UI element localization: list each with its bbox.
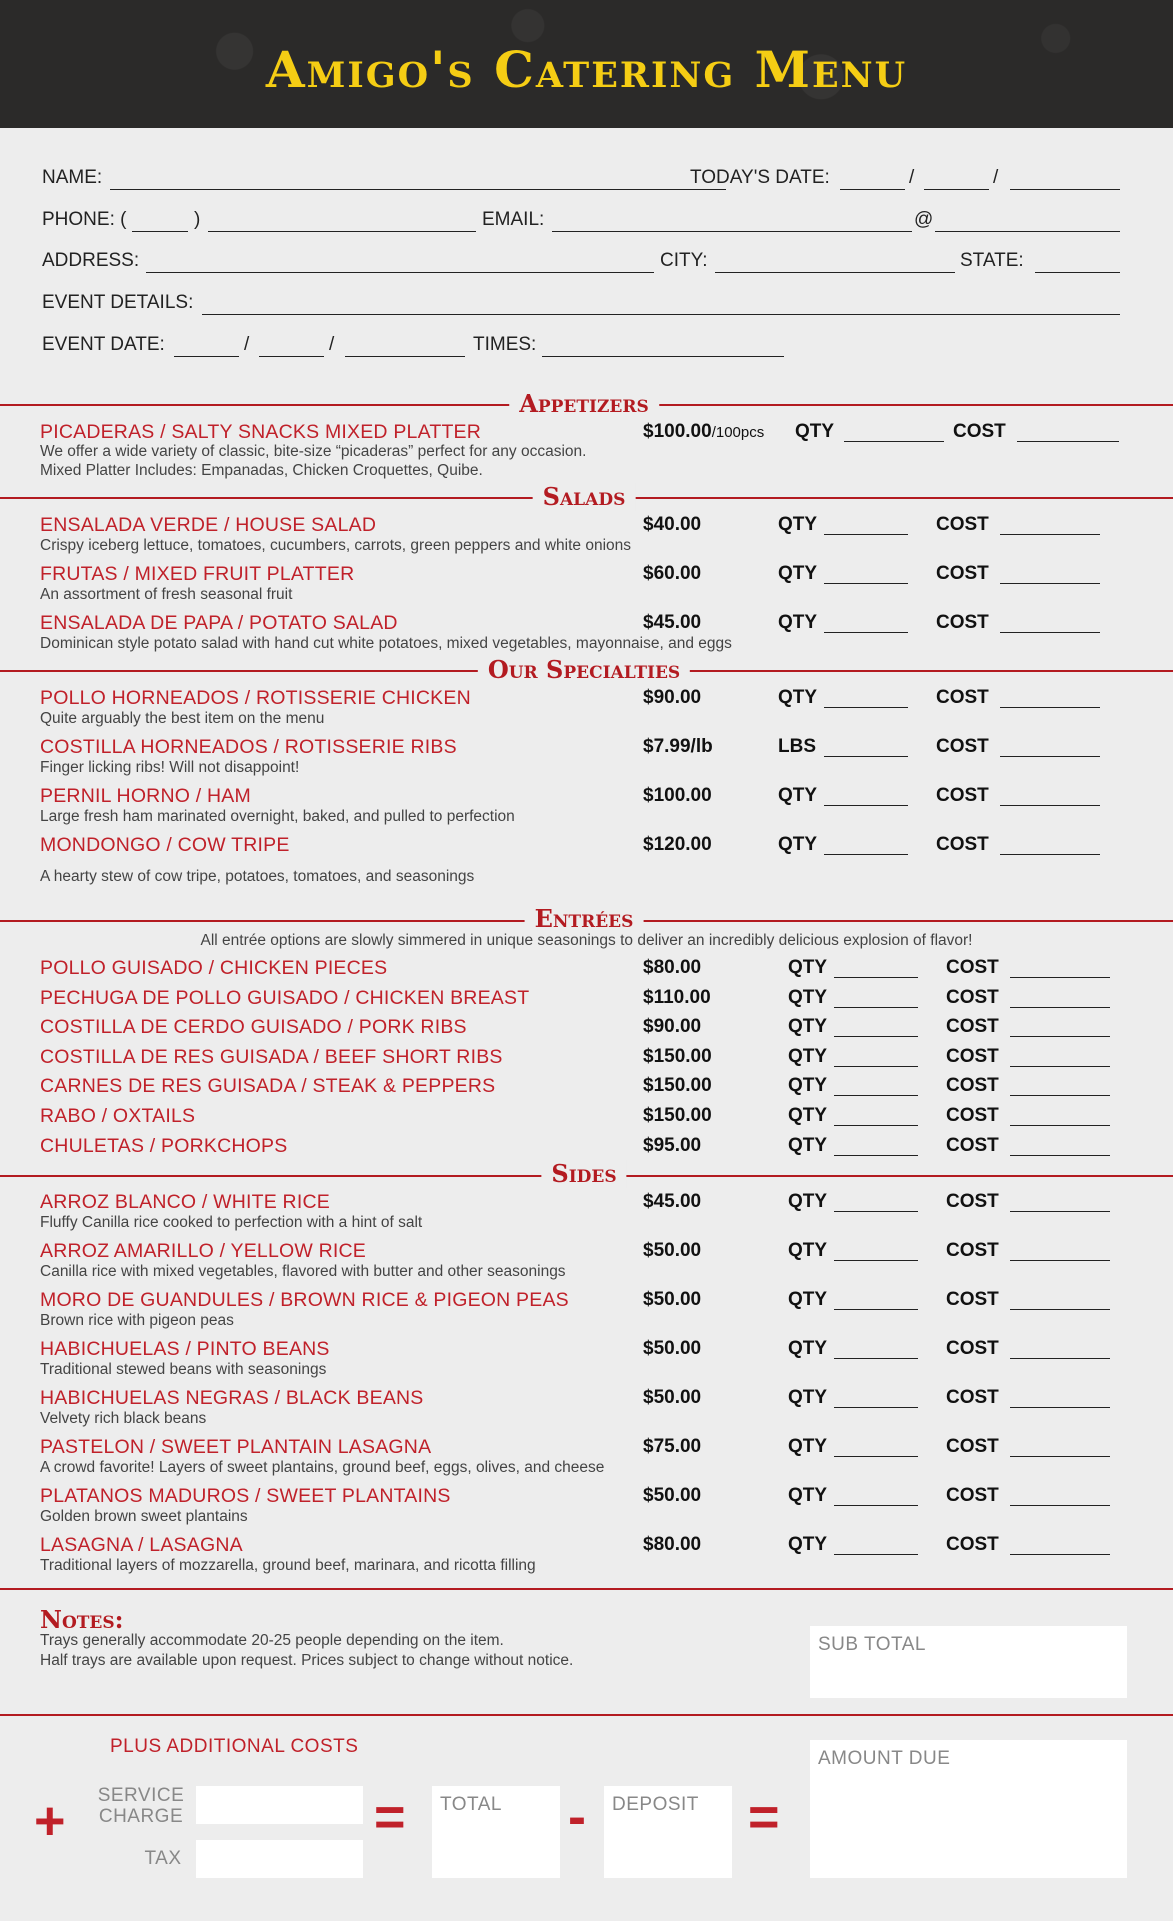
lbs-label: LBS — [778, 736, 816, 757]
item-price: $100.00/100pcs — [643, 421, 765, 442]
event-date-row — [42, 334, 1132, 364]
cost-label: COST — [936, 687, 989, 708]
qty-field[interactable] — [834, 1387, 918, 1408]
section-divider — [0, 1714, 1173, 1716]
plus-icon: + — [34, 1791, 66, 1851]
item-desc: An assortment of fresh seasonal fruit — [40, 586, 293, 603]
cost-field[interactable] — [1010, 1046, 1110, 1067]
times-field[interactable] — [542, 334, 784, 357]
section-title-sides: Sides — [541, 1160, 626, 1188]
date-month-field[interactable] — [840, 167, 905, 190]
cost-label: COST — [946, 1191, 999, 1212]
item-desc: A crowd favorite! Layers of sweet plantains, ground beef, eggs, olives, and cheese — [40, 1459, 605, 1476]
qty-label: QTY — [788, 1240, 828, 1261]
cost-field[interactable] — [1010, 1016, 1110, 1037]
cost-label: COST — [936, 514, 989, 535]
qty-field[interactable] — [834, 1436, 918, 1457]
qty-field[interactable] — [834, 1240, 918, 1261]
name-label: NAME: — [42, 167, 103, 188]
times-label: TIMES: — [473, 334, 537, 355]
cost-field[interactable] — [1010, 1534, 1110, 1555]
item-name: COSTILLA DE CERDO GUISADO / PORK RIBS — [40, 1016, 467, 1039]
qty-field[interactable] — [834, 1135, 918, 1156]
item-desc: Fluffy Canilla rice cooked to perfection with a hint of salt — [40, 1214, 423, 1231]
name-row — [42, 167, 1132, 197]
qty-field[interactable] — [834, 1338, 918, 1359]
item-desc: We offer a wide variety of classic, bite-size “picaderas” perfect for any occasion. — [40, 443, 587, 460]
tax-field[interactable] — [196, 1840, 363, 1878]
item-desc: Traditional layers of mozzarella, ground beef, marinara, and ricotta filling — [40, 1557, 536, 1574]
item-price: $150.00 — [643, 1045, 712, 1067]
event-date-month-field[interactable] — [174, 334, 239, 357]
qty-label: QTY — [788, 1387, 828, 1408]
cost-label: COST — [946, 1075, 999, 1097]
entrees-intro: All entrée options are slowly simmered in unique seasonings to deliver an incredibly delicious explosion of flavor! — [200, 932, 973, 949]
event-details-label: EVENT DETAILS: — [42, 292, 194, 313]
cost-field[interactable] — [1000, 834, 1100, 855]
event-date-label: EVENT DATE: — [42, 334, 165, 355]
deposit-label: DEPOSIT — [612, 1794, 699, 1815]
qty-field[interactable] — [834, 1046, 918, 1067]
item-desc: Mixed Platter Includes: Empanadas, Chicken Croquettes, Quibe. — [40, 462, 483, 479]
cost-label: COST — [936, 563, 989, 584]
service-charge-label — [96, 1785, 186, 1827]
email-domain-field[interactable] — [935, 209, 1120, 232]
minus-icon: - — [568, 1787, 586, 1847]
item-name: ENSALADA DE PAPA / POTATO SALAD — [40, 612, 398, 634]
event-date-day-field[interactable] — [259, 334, 324, 357]
cost-label: COST — [946, 1016, 999, 1038]
item-price: $110.00 — [643, 986, 711, 1008]
cost-field[interactable] — [1000, 736, 1100, 757]
cost-label: COST — [946, 986, 999, 1008]
state-label: STATE: — [960, 250, 1024, 271]
name-field[interactable] — [110, 167, 726, 190]
event-date-year-field[interactable] — [345, 334, 465, 357]
additional-costs-label: PLUS ADDITIONAL COSTS — [110, 1736, 359, 1757]
item-name: POLLO GUISADO / CHICKEN PIECES — [40, 957, 388, 979]
qty-field[interactable] — [834, 1485, 918, 1506]
cost-label: COST — [946, 1105, 999, 1126]
item-price: $90.00 — [643, 687, 702, 708]
item-price: $50.00 — [643, 1485, 702, 1506]
item-desc: Large fresh ham marinated overnight, baked, and pulled to perfection — [40, 808, 515, 825]
event-details-field[interactable] — [202, 292, 1120, 315]
service-charge-field[interactable] — [196, 1786, 363, 1824]
qty-field[interactable] — [834, 1016, 918, 1037]
item-price: $90.00 — [643, 1016, 702, 1038]
qty-label: QTY — [788, 1016, 828, 1038]
cost-label: COST — [936, 736, 989, 757]
phone-paren: ) — [194, 209, 201, 230]
item-price: $50.00 — [643, 1387, 702, 1408]
date-slash: / — [909, 167, 915, 188]
city-label: CITY: — [660, 250, 708, 271]
qty-field[interactable] — [824, 612, 908, 633]
deposit-box[interactable] — [604, 1786, 732, 1878]
phone-label: PHONE: ( — [42, 209, 127, 230]
qty-label: QTY — [778, 563, 818, 584]
qty-label: QTY — [788, 1436, 828, 1457]
item-desc: Traditional stewed beans with seasonings — [40, 1361, 327, 1378]
item-desc: Dominican style potato salad with hand cut white potatoes, mixed vegetables, mayonnaise, and eggs — [40, 635, 732, 652]
item-name: CARNES DE RES GUISADA / STEAK & PEPPERS — [40, 1075, 496, 1098]
cost-label: COST — [946, 1387, 999, 1408]
section-divider — [0, 1588, 1173, 1590]
item-desc: Golden brown sweet plantains — [40, 1508, 248, 1525]
cost-field[interactable] — [1000, 687, 1100, 708]
qty-label: QTY — [778, 612, 818, 633]
page-title: Amigo's Catering Menu — [265, 40, 908, 99]
item-price: $60.00 — [643, 563, 702, 584]
date-year-field[interactable] — [1010, 167, 1120, 190]
email-label: EMAIL: — [482, 209, 545, 230]
item-price: $80.00 — [643, 1534, 702, 1555]
cost-field[interactable] — [1010, 957, 1110, 978]
event-date-slash: / — [244, 334, 250, 355]
item-name: ENSALADA VERDE / HOUSE SALAD — [40, 514, 377, 536]
qty-field[interactable] — [824, 687, 908, 708]
section-title-entrees: Entrées — [525, 905, 644, 933]
amount-due-box[interactable] — [810, 1740, 1127, 1878]
date-label: TODAY'S DATE: — [690, 167, 830, 188]
qty-label: QTY — [788, 986, 828, 1008]
qty-label: QTY — [778, 514, 818, 535]
phone-field[interactable] — [208, 209, 476, 232]
qty-label: QTY — [788, 1534, 828, 1555]
phone-area-field[interactable] — [132, 209, 188, 232]
total-label: TOTAL — [440, 1794, 502, 1815]
item-desc: Velvety rich black beans — [40, 1410, 207, 1427]
qty-label: QTY — [788, 1075, 828, 1097]
item-name: LASAGNA / LASAGNA — [40, 1534, 243, 1556]
item-name: PLATANOS MADUROS / SWEET PLANTAINS — [40, 1485, 451, 1507]
qty-label: QTY — [788, 1485, 828, 1506]
cost-field[interactable] — [1010, 1135, 1110, 1156]
item-name: COSTILLA HORNEADOS / ROTISSERIE RIBS — [40, 736, 457, 758]
item-desc: Brown rice with pigeon peas — [40, 1312, 234, 1329]
qty-label: QTY — [788, 1338, 828, 1359]
item-name: FRUTAS / MIXED FRUIT PLATTER — [40, 563, 355, 585]
section-title-salads: Salads — [533, 483, 636, 511]
equals-icon: = — [748, 1787, 780, 1847]
notes-line: Trays generally accommodate 20-25 people depending on the item. — [40, 1632, 504, 1649]
qty-label: QTY — [778, 687, 818, 708]
qty-field[interactable] — [824, 514, 908, 535]
email-at: @ — [914, 209, 934, 230]
cost-label: COST — [936, 834, 989, 855]
item-name: ARROZ AMARILLO / YELLOW RICE — [40, 1240, 366, 1262]
item-name: POLLO HORNEADOS / ROTISSERIE CHICKEN — [40, 687, 471, 709]
cost-label: COST — [946, 1134, 999, 1156]
item-desc: A hearty stew of cow tripe, potatoes, tomatoes, and seasonings — [40, 868, 475, 885]
cost-field[interactable] — [1010, 1485, 1110, 1506]
qty-field[interactable] — [834, 1534, 918, 1555]
cost-field[interactable] — [1010, 1436, 1110, 1457]
cost-label: COST — [936, 785, 989, 806]
state-field[interactable] — [1035, 250, 1120, 273]
cost-label: COST — [946, 1436, 999, 1457]
qty-field[interactable] — [824, 563, 908, 584]
item-price: $45.00 — [643, 1191, 702, 1212]
qty-field[interactable] — [834, 1289, 918, 1310]
cost-label: COST — [946, 1289, 999, 1310]
item-name: MONDONGO / COW TRIPE — [40, 834, 290, 856]
qty-field[interactable] — [834, 1105, 918, 1126]
item-name: PASTELON / SWEET PLANTAIN LASAGNA — [40, 1436, 432, 1458]
price-unit: /100pcs — [711, 424, 765, 441]
cost-field[interactable] — [1000, 563, 1100, 584]
cost-field[interactable] — [1010, 1191, 1110, 1212]
cost-field[interactable] — [1000, 612, 1100, 633]
qty-field[interactable] — [824, 834, 908, 855]
amount-due-label: AMOUNT DUE — [818, 1748, 951, 1769]
item-price: $50.00 — [643, 1338, 702, 1359]
item-name: RABO / OXTAILS — [40, 1105, 196, 1127]
qty-field[interactable] — [834, 987, 918, 1008]
item-desc: Finger licking ribs! Will not disappoint! — [40, 759, 300, 776]
item-name: CHULETAS / PORKCHOPS — [40, 1134, 288, 1157]
item-price: $150.00 — [643, 1105, 712, 1126]
date-day-field[interactable] — [924, 167, 989, 190]
item-price: $50.00 — [643, 1289, 702, 1310]
event-date-slash: / — [329, 334, 335, 355]
item-price: $95.00 — [643, 1134, 702, 1156]
qty-field[interactable] — [824, 736, 908, 757]
cost-field[interactable] — [1017, 421, 1119, 442]
cost-field[interactable] — [1010, 1075, 1110, 1096]
item-price: $150.00 — [643, 1075, 712, 1097]
item-price: $80.00 — [643, 957, 702, 978]
qty-label: QTY — [788, 957, 828, 978]
cost-label: COST — [946, 1338, 999, 1359]
cost-field[interactable] — [1010, 1289, 1110, 1310]
address-row — [42, 250, 1132, 280]
item-name: HABICHUELAS NEGRAS / BLACK BEANS — [40, 1387, 424, 1409]
item-name: ARROZ BLANCO / WHITE RICE — [40, 1191, 330, 1213]
cost-field[interactable] — [1000, 514, 1100, 535]
item-desc: Canilla rice with mixed vegetables, flavored with butter and other seasonings — [40, 1263, 566, 1280]
event-details-row — [42, 292, 1132, 322]
equals-icon: = — [374, 1787, 406, 1847]
item-price: $40.00 — [643, 514, 702, 535]
item-name: HABICHUELAS / PINTO BEANS — [40, 1338, 330, 1360]
service-charge-line: CHARGE — [98, 1806, 184, 1827]
cost-label: COST — [946, 957, 999, 978]
qty-field[interactable] — [834, 957, 918, 978]
email-user-field[interactable] — [552, 209, 912, 232]
date-slash: / — [993, 167, 999, 188]
cost-field[interactable] — [1010, 987, 1110, 1008]
cost-field[interactable] — [1010, 1338, 1110, 1359]
cost-label: COST — [946, 1534, 999, 1555]
item-price: $50.00 — [643, 1240, 702, 1261]
item-name: COSTILLA DE RES GUISADA / BEEF SHORT RIBS — [40, 1045, 503, 1068]
item-name: PERNIL HORNO / HAM — [40, 785, 251, 807]
notes-line: Half trays are available upon request. Prices subject to change without notice. — [40, 1652, 574, 1669]
item-desc: Quite arguably the best item on the menu — [40, 710, 325, 727]
qty-label: QTY — [788, 1105, 828, 1126]
cost-field[interactable] — [1000, 785, 1100, 806]
qty-label: QTY — [788, 1289, 828, 1310]
qty-label: QTY — [788, 1134, 828, 1156]
item-name: MORO DE GUANDULES / BROWN RICE & PIGEON PEAS — [40, 1289, 569, 1311]
cost-field[interactable] — [1010, 1240, 1110, 1261]
item-price: $100.00 — [643, 785, 712, 806]
item-price: $120.00 — [643, 834, 712, 855]
sub-total-box[interactable] — [810, 1626, 1127, 1698]
notes-title: Notes: — [40, 1605, 124, 1634]
city-field[interactable] — [715, 250, 955, 273]
phone-row — [42, 209, 1132, 239]
section-title-appetizers: Appetizers — [509, 390, 659, 418]
qty-field[interactable] — [834, 1191, 918, 1212]
item-name: PECHUGA DE POLLO GUISADO / CHICKEN BREAST — [40, 986, 530, 1009]
item-price: $7.99/lb — [643, 736, 713, 757]
address-field[interactable] — [146, 250, 654, 273]
cost-label: COST — [946, 1045, 999, 1067]
total-box[interactable] — [432, 1786, 560, 1878]
qty-label: QTY — [795, 421, 835, 442]
cost-field[interactable] — [1010, 1105, 1110, 1126]
qty-field[interactable] — [844, 421, 944, 442]
cost-label: COST — [946, 1485, 999, 1506]
service-charge-line: SERVICE — [97, 1785, 185, 1806]
item-price: $75.00 — [643, 1436, 702, 1457]
header-banner — [0, 0, 1173, 128]
cost-label: COST — [946, 1240, 999, 1261]
tax-label: TAX — [144, 1848, 182, 1869]
qty-field[interactable] — [824, 785, 908, 806]
qty-label: QTY — [788, 1045, 828, 1067]
cost-label: COST — [936, 612, 989, 633]
cost-field[interactable] — [1010, 1387, 1110, 1408]
qty-label: QTY — [788, 1191, 828, 1212]
qty-field[interactable] — [834, 1075, 918, 1096]
item-desc: Crispy iceberg lettuce, tomatoes, cucumbers, carrots, green peppers and white onions — [40, 537, 632, 554]
item-price: $45.00 — [643, 612, 702, 633]
sub-total-label: SUB TOTAL — [818, 1634, 926, 1655]
qty-label: QTY — [778, 834, 818, 855]
cost-label: COST — [953, 421, 1006, 442]
address-label: ADDRESS: — [42, 250, 140, 271]
qty-label: QTY — [778, 785, 818, 806]
section-title-specialties: Our Specialties — [478, 656, 690, 684]
item-name: PICADERAS / SALTY SNACKS MIXED PLATTER — [40, 421, 482, 443]
